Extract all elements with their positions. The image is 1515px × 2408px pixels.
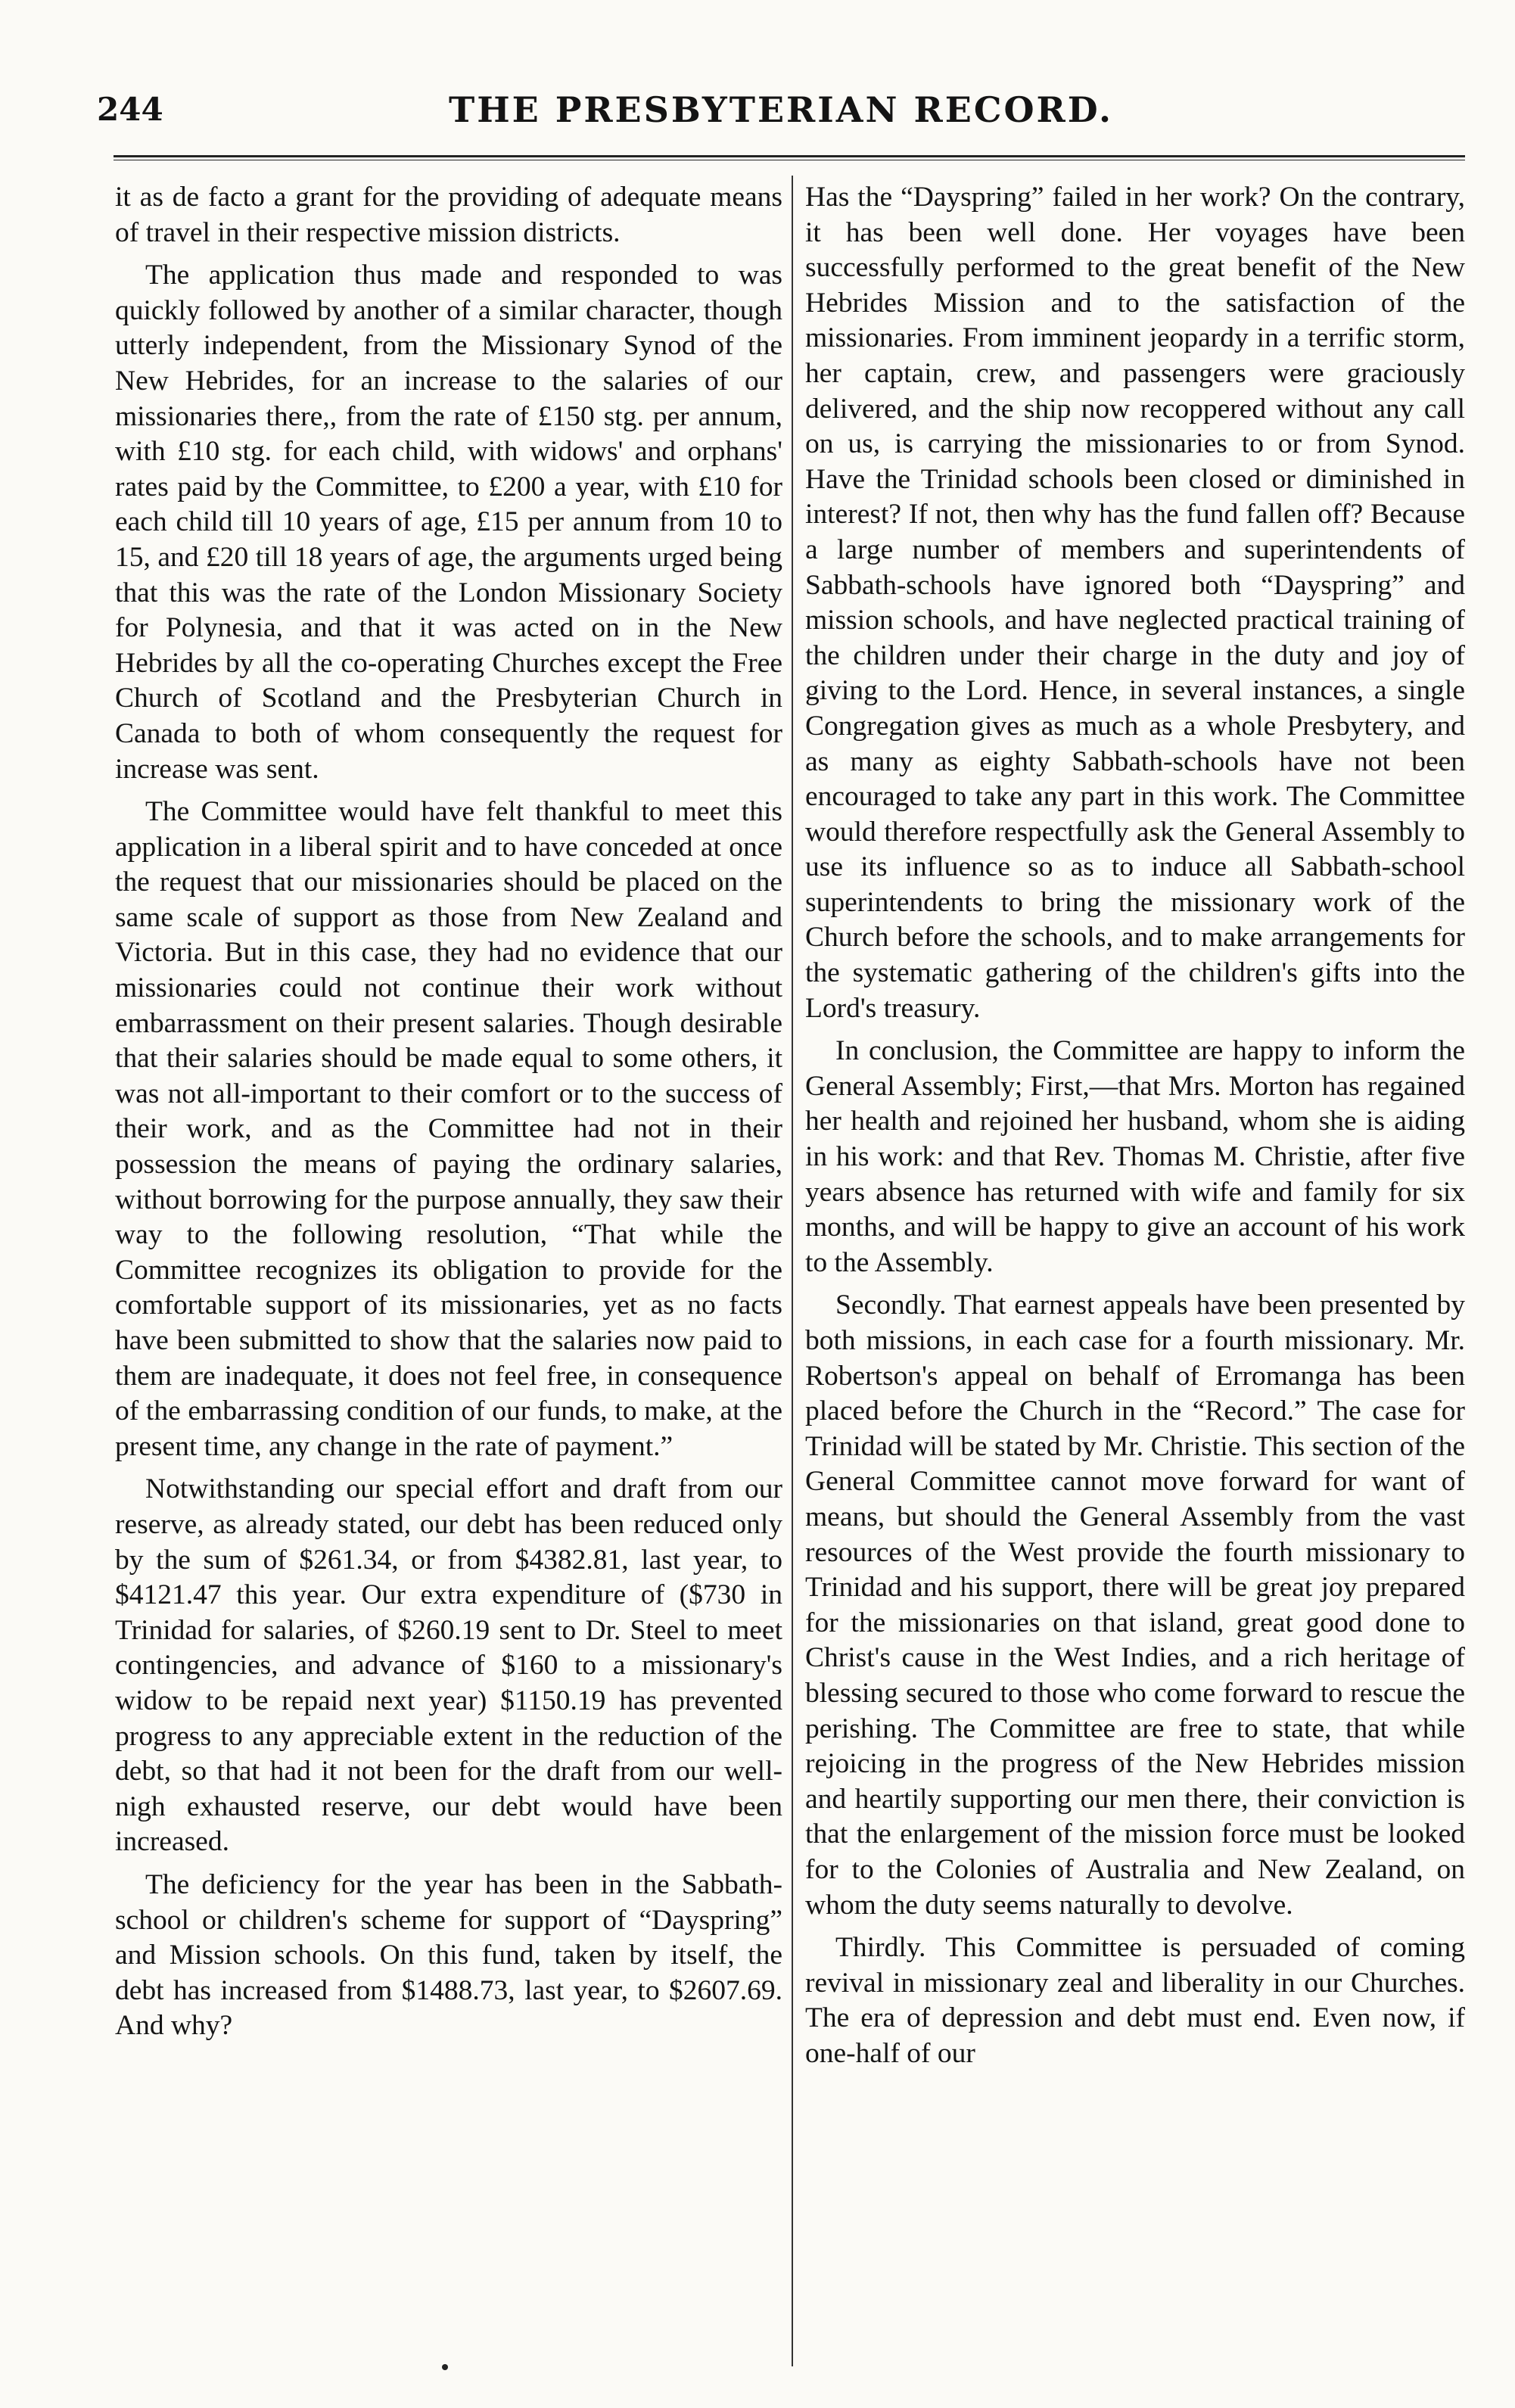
print-mark	[442, 2364, 448, 2370]
page-header	[97, 89, 1465, 135]
paragraph: The Committee would have felt thankful to meet this application in a liberal spirit and to have conceded at once the request that our missionaries should be placed on the same scale of support as those from New Zealand and Victoria. But in this case, they had no evidence that our missionaries could not continue their work without embarrassment on their present salaries. Though desirable that their salaries should be made equal to some others, it was not all-important to their comfort or to the success of their work, and as the Committee had not in their possession the means of paying the ordinary salaries, without borrowing for the purpose annually, they saw their way to the following resolution, “That while the Committee recognizes its obligation to provide for the comfortable support of its missionaries, yet as no facts have been submitted to show that the salaries now paid to them are inadequate, it does not feel free, in consequence of the embarrassing condition of our funds, to make, at the present time, any change in the rate of payment.”	[115, 796, 782, 1462]
column-divider	[792, 176, 793, 2366]
paragraph: Has the “Dayspring” failed in her work? On the contrary, it has been well done. Her voyages have been successfully performed to the great benefit of the New Hebrides Mission and to the satisfaction of the missionaries. From imminent jeopardy in a terrific storm, her captain, crew, and passengers were graciously delivered, and the ship now recoppered without any call on us, is carrying the missionaries to or from Synod. Have the Trinidad schools been closed or diminished in interest? If not, then why has the fund fallen off? Because a large number of members and superintendents of Sabbath-schools have ignored both “Dayspring” and mission schools, and have neglected practical training of the children under their charge in the duty and joy of giving to the Lord. Hence, in several instances, a single Congregation gives as much as a whole Presbytery, and as many as eighty Sabbath-schools have not been encouraged to take any part in this work. The Committee would therefore respectfully ask the General Assembly to use its influence so as to induce all Sabbath-school superintendents to bring the missionary work of the Church before the schools, and to make arrangements for the systematic gathering of the children's gifts into the Lord's treasury.	[805, 182, 1465, 1024]
page-title: THE PRESBYTERIAN RECORD.	[448, 89, 1114, 130]
paragraph: Secondly. That earnest appeals have been presented by both missions, in each case for a fourth missionary. Mr. Robertson's appeal on behalf of Erromanga has been placed before the Church in the “Record.” The case for Trinidad will be stated by Mr. Christie. This section of the General Committee cannot move forward for want of means, but should the General Assembly from the vast resources of the West provide the fourth missionary to Trinidad and his support, there will be great joy prepared for the missionaries on that island, great good done to Christ's cause in the West Indies, and a rich heritage of blessing secured to those who come forward to rescue the perishing. The Committee are free to state, that while rejoicing in the progress of the New Hebrides mission and heartily supporting our men there, their conviction is that the enlargement of the mission force must be looked for to the Colonies of Australia and New Zealand, on whom the duty seems naturally to devolve.	[805, 1290, 1465, 1921]
paragraph: The application thus made and responded to was quickly followed by another of a similar character, though utterly independent, from the Missionary Synod of the New Hebrides, for an increase to the salaries of our missionaries there,, from the rate of £150 stg. per annum, with £10 stg. for each child, with widows' and orphans' rates paid by the Committee, to £200 a year, with £10 for each child till 10 years of age, £15 per annum from 10 to 15, and £20 till 18 years of age, the arguments urged being that this was the rate of the London Missionary Society for Polynesia, and that it was acted on in the New Hebrides by all the co-operating Churches except the Free Church of Scotland and the Presbyterian Church in Canada to both of whom consequently the request for increase was sent.	[115, 260, 782, 785]
paragraph: it as de facto a grant for the providing of adequate means of travel in their respective mission districts.	[115, 182, 782, 248]
paragraph: Notwithstanding our special effort and draft from our reserve, as already stated, our debt has been reduced only by the sum of $261.34, or from $4382.81, last year, to $4121.47 this year. Our extra expenditure of ($730 in Trinidad for salaries, of $260.19 sent to Dr. Steel to meet contingencies, and advance of $160 to a missionary's widow to be repaid next year) $1150.19 has prevented progress to any appreciable extent in the reduction of the debt, so that had it not been for the draft from our well-nigh exhausted reserve, our debt would have been increased.	[115, 1473, 782, 1858]
left-column	[115, 180, 782, 2052]
header-rule	[114, 155, 1465, 160]
paragraph: Thirdly. This Committee is persuaded of coming revival in missionary zeal and liberality in our Churches. The era of depression and debt must end. Even now, if one-half of our	[805, 1932, 1465, 2069]
paragraph: In conclusion, the Committee are happy to inform the General Assembly; First,—that Mrs. Morton has regained her health and rejoined her husband, whom she is aiding in his work: and that Rev. Thomas M. Christie, after five years absence has returned with wife and family for six months, and will be happy to give an account of his work to the Assembly.	[805, 1035, 1465, 1278]
page-number: 244	[97, 91, 163, 128]
right-column	[805, 180, 1465, 2079]
paragraph: The deficiency for the year has been in the Sabbath-school or children's scheme for support of “Dayspring” and Mission schools. On this fund, taken by itself, the debt has increased from $1488.73, last year, to $2607.69. And why?	[115, 1868, 782, 2042]
